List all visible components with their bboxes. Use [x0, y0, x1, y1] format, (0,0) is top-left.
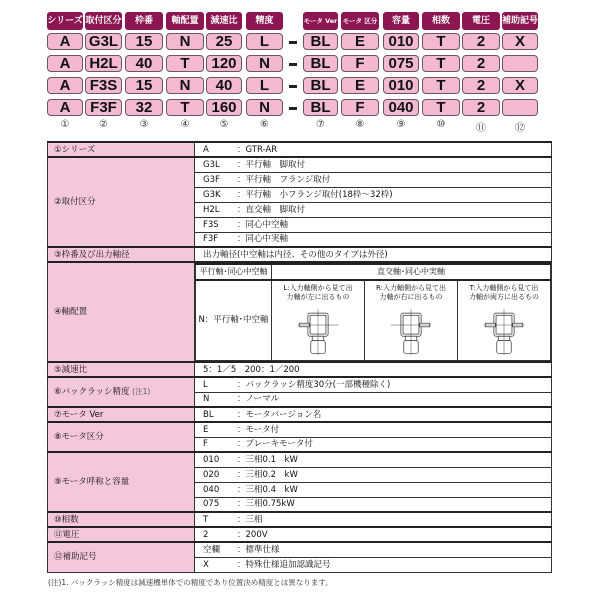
option-code: G3L — [203, 159, 220, 170]
spec-row — [48, 362, 552, 377]
code-cell: F — [341, 99, 379, 116]
code-cell: T — [422, 33, 460, 50]
option-code: E — [203, 424, 209, 435]
option-desc: ：平行軸 小フランジ取付(18枠～32枠) — [237, 189, 393, 200]
spec-label — [48, 407, 195, 422]
spec-row — [48, 262, 552, 362]
option-l — [272, 280, 365, 361]
code-cell: T — [166, 55, 204, 72]
code-cell: 120 — [206, 55, 242, 72]
code-index: ⑥ — [260, 119, 269, 130]
spec-row — [48, 142, 552, 157]
option-code: 2 — [203, 529, 209, 540]
label-text: ②取付区分 — [54, 197, 96, 207]
code-cell: N — [246, 55, 283, 72]
code-cell: X — [502, 33, 538, 50]
code-cell: T — [422, 99, 460, 116]
code-header: 相数 — [422, 12, 460, 30]
spec-value: 5：1／5 200：1／200 — [195, 362, 552, 377]
code-index: ⑪ — [476, 123, 486, 134]
code-cell: BL — [303, 55, 338, 72]
code-cell: F3F — [85, 99, 122, 116]
option-desc: ：三相0.2 kW — [237, 469, 298, 480]
code-header: 枠番 — [125, 12, 163, 30]
option-code: 020 — [203, 469, 220, 480]
code-index: ⑫ — [515, 123, 525, 134]
code-cell: A — [47, 33, 83, 50]
code-cell: X — [502, 77, 538, 94]
spec-label: ④軸配置 — [48, 262, 195, 362]
spec-row — [48, 247, 552, 262]
option-desc: ：ブレーキモータ付 — [237, 439, 313, 450]
spec-label: ③枠番及び出力軸径 — [48, 247, 195, 262]
code-cell — [502, 55, 538, 72]
code-cell: BL — [303, 77, 338, 94]
option-code: T — [203, 514, 209, 525]
code-cell: A — [47, 55, 83, 72]
code-header: モータ 区分 — [341, 12, 379, 30]
spec-label — [48, 512, 195, 527]
code-cell: 2 — [462, 55, 500, 72]
code-cell: 040 — [383, 99, 419, 116]
option-t — [458, 280, 551, 361]
separator-dash — [289, 63, 297, 66]
option-desc: ：三相 — [237, 514, 263, 525]
option-n: N：平行軸･中空軸 — [196, 280, 272, 361]
option-desc: ：特殊仕様追加認識記号 — [237, 559, 331, 570]
code-index: ⑨ — [396, 119, 406, 130]
code-cell: T — [422, 77, 460, 94]
code-index: ⑤ — [219, 119, 229, 130]
code-cell: G3L — [85, 33, 122, 50]
label-text: ⑦モータ Ver — [54, 409, 104, 420]
option-desc: ：平行軸 脚取付 — [237, 159, 306, 170]
spec-label — [48, 452, 195, 512]
code-cell: N — [246, 99, 283, 116]
code-cell: N — [166, 77, 204, 94]
option-desc: ：平行軸 フランジ取付 — [237, 174, 331, 185]
spec-label: ⑤減速比 — [48, 362, 195, 377]
spec-row — [48, 452, 552, 467]
option-desc: ：同心中空軸 — [237, 219, 289, 230]
code-header: 補助記号 — [502, 12, 538, 30]
gearbox-diagram-icon — [482, 303, 526, 355]
code-index: ⑩ — [436, 119, 446, 130]
code-header: 容量 — [383, 12, 419, 30]
code-cell: A — [47, 77, 83, 94]
option-desc: ：三相0.4 kW — [237, 484, 298, 495]
spec-label — [48, 142, 195, 157]
option-desc: T:入力軸側から見て出力軸が両方に出るもの — [469, 283, 539, 301]
code-cell: H2L — [85, 55, 122, 72]
spec-row — [48, 422, 552, 437]
option-r — [365, 280, 458, 361]
code-cell: E — [341, 77, 379, 94]
option-code: 075 — [203, 499, 220, 510]
spec-label — [48, 542, 195, 572]
option-code: G3F — [203, 174, 220, 185]
code-cell: BL — [303, 99, 338, 116]
spec-row — [48, 407, 552, 422]
spec-label — [48, 422, 195, 452]
option-code: F3S — [203, 219, 219, 230]
code-index: ③ — [139, 119, 149, 130]
option-code: F3F — [203, 234, 219, 245]
option-desc: ：200V — [237, 529, 268, 540]
option-desc: ：ノーマル — [237, 394, 280, 405]
code-cell: 32 — [125, 99, 163, 116]
code-cell: 40 — [206, 77, 242, 94]
code-cell: F — [341, 55, 379, 72]
code-cell: F3S — [85, 77, 122, 94]
option-code: F — [203, 439, 208, 450]
option-desc: ：三相0.1 kW — [237, 454, 298, 465]
code-cell: 075 — [383, 55, 419, 72]
code-index: ④ — [180, 119, 190, 130]
option-desc: ：標準仕様 — [237, 544, 280, 555]
option-desc: ：同心中実軸 — [237, 234, 289, 245]
option-desc: L:入力軸側から見て出力軸が左に出るもの — [283, 283, 353, 301]
note-ref: (注1) — [132, 387, 151, 396]
gearbox-diagram-icon — [296, 303, 340, 355]
separator-dash — [289, 107, 297, 110]
option-desc: ：バックラッシ精度30分(一部機種除く) — [237, 379, 391, 390]
option-code: 空欄 — [203, 544, 221, 555]
spec-row — [48, 157, 552, 172]
code-index: ⑦ — [316, 119, 325, 130]
code-cell: 010 — [383, 77, 419, 94]
code-cell: N — [166, 33, 204, 50]
group-header: 平行軸･同心中空軸 — [196, 264, 272, 280]
code-index: ⑧ — [355, 119, 365, 130]
code-index: ② — [99, 119, 108, 130]
label-text: ⑥バックラッシ精度 — [54, 387, 130, 397]
code-header: 精度 — [246, 12, 283, 30]
label-text: ①シリーズ — [54, 144, 96, 155]
code-cell: 160 — [206, 99, 242, 116]
option-desc: ：三相0.75kW — [237, 499, 295, 510]
code-cell: 2 — [462, 33, 500, 50]
separator-dash — [289, 41, 297, 44]
code-index: ① — [60, 119, 70, 130]
spec-row — [48, 542, 552, 557]
code-cell: 2 — [462, 77, 500, 94]
spec-label — [48, 157, 195, 247]
option-desc: ：GTR-AR — [237, 144, 278, 155]
option-desc: ：モータ付 — [237, 424, 280, 435]
spec-row — [48, 512, 552, 527]
spec-value: 出力軸径(中空軸は内径、その他のタイプは外径) — [195, 247, 552, 262]
code-cell: BL — [303, 33, 338, 50]
option-code: N — [203, 394, 210, 405]
option-desc: R:入力軸側から見て出力軸が右に出るもの — [375, 283, 446, 301]
code-cell: 40 — [125, 55, 163, 72]
option-code: H2L — [203, 204, 220, 215]
label-text: ⑨モータ呼称と容量 — [54, 477, 130, 487]
group-header: 直交軸･同心中実軸 — [272, 264, 551, 280]
code-cell: T — [166, 99, 204, 116]
spec-row — [48, 527, 552, 542]
option-desc: ：モータバージョン名 — [237, 409, 322, 420]
code-cell: 25 — [206, 33, 242, 50]
code-header: モータ Ver — [303, 12, 338, 30]
code-cell: 15 — [125, 33, 163, 50]
option-code: L — [203, 379, 208, 390]
spec-label — [48, 527, 195, 542]
spec-table — [47, 141, 552, 573]
option-code: A — [203, 144, 209, 155]
code-header: シリーズ — [47, 12, 83, 30]
option-code: G3K — [203, 189, 221, 200]
code-cell: A — [47, 99, 83, 116]
option-code: BL — [203, 409, 214, 420]
label-text: ⑫補助記号 — [54, 552, 97, 563]
footnote: (注)1. バックラッシ精度は減速機単体での精度であり位置決め精度とは異なります。 — [48, 577, 333, 587]
separator-dash — [289, 85, 297, 88]
spec-label — [48, 377, 195, 407]
code-cell: 15 — [125, 77, 163, 94]
option-code: 010 — [203, 454, 220, 465]
code-cell — [502, 99, 538, 116]
label-text: ⑪電圧 — [54, 529, 80, 540]
code-header: 電圧 — [462, 12, 500, 30]
code-header: 減速比 — [206, 12, 242, 30]
code-cell: E — [341, 33, 379, 50]
code-header: 軸配置 — [166, 12, 204, 30]
gearbox-diagram-icon — [389, 303, 433, 355]
spec-row — [48, 377, 552, 392]
label-text: ⑩相数 — [54, 514, 79, 525]
spec-section — [47, 141, 552, 588]
code-cell: L — [246, 77, 283, 94]
code-cell: 2 — [462, 99, 500, 116]
label-text: ⑧モータ区分 — [54, 432, 104, 442]
code-cell: T — [422, 55, 460, 72]
option-desc: ：直交軸 脚取付 — [237, 204, 306, 215]
option-code: 040 — [203, 484, 220, 495]
code-header: 取付区分 — [85, 12, 122, 30]
code-cell: 010 — [383, 33, 419, 50]
code-cell: L — [246, 33, 283, 50]
option-code: X — [203, 559, 209, 570]
